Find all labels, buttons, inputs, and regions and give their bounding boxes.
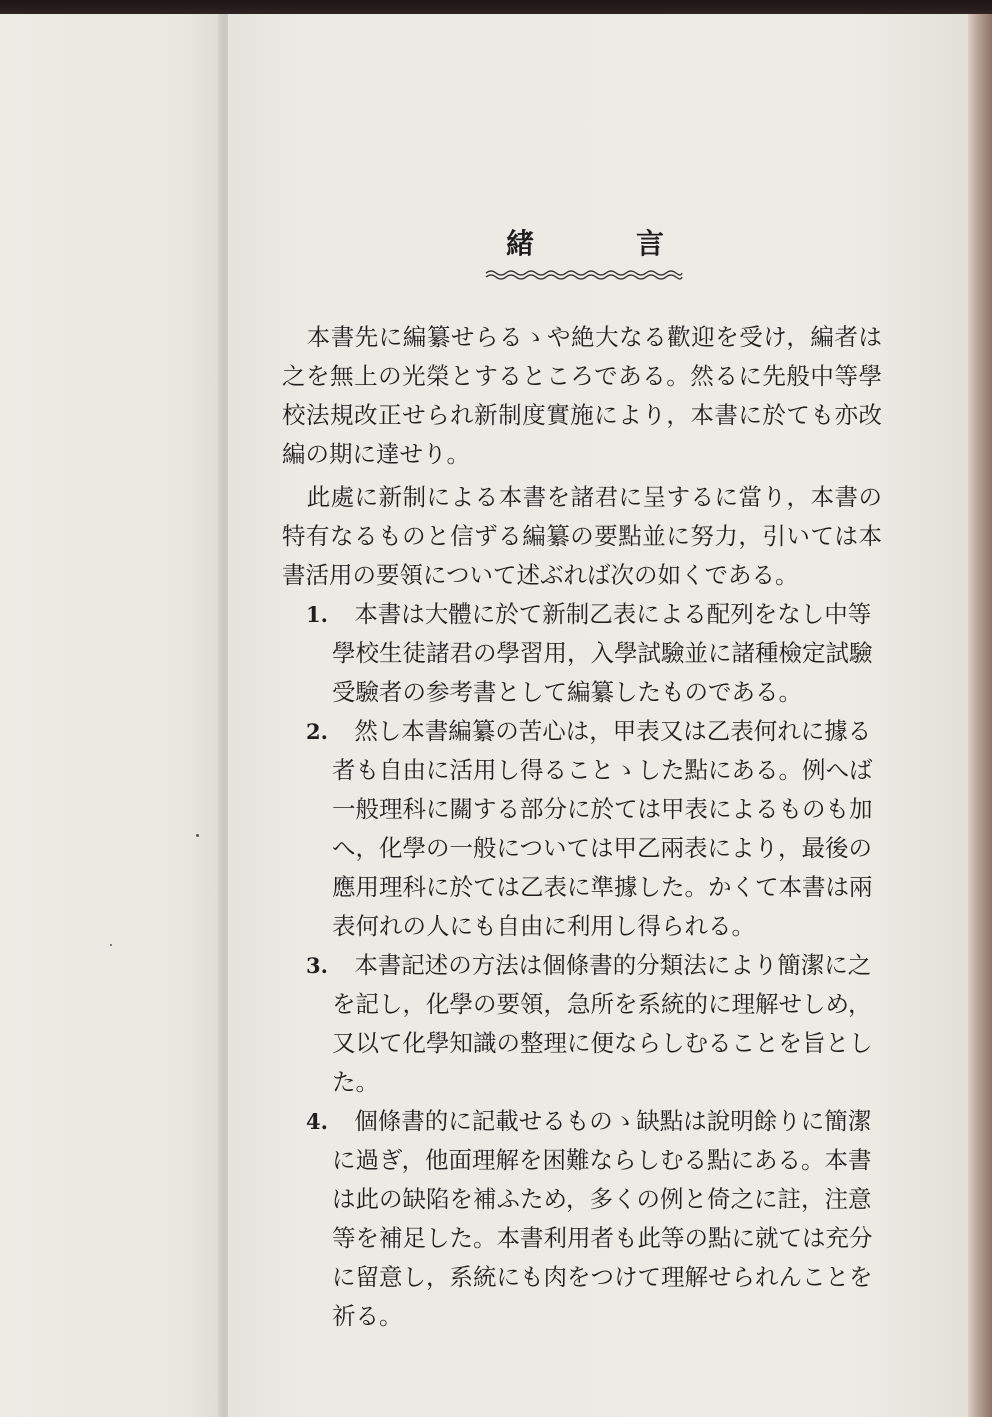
list-item — [282, 1102, 882, 1336]
item-text: 本書記述の方法は個條書的分類法により簡潔に之を記し，化學の要領，急所を系統的に理解せしめ，又以て化學知識の整理に便ならしむることを旨とした。 — [332, 951, 873, 1096]
list-item — [282, 712, 882, 946]
paragraph: 本書先に編纂せらるゝや絶大なる歡迎を受け，編者は之を無上の光榮とするところである。然るに先般中等學校法規改正せられ新制度實施により，本書に於ても亦改編の期に達せり。 — [282, 323, 882, 468]
paragraph: 此處に新制による本書を諸君に呈するに當り，本書の特有なるものと信ずる編纂の要點並に努力，引いては本書活用の要領について述ぶれば次の如くである。 — [282, 483, 882, 589]
left-blank-page — [0, 14, 226, 1417]
paper-speck — [110, 944, 112, 946]
item-text: 本書は大體に於て新制乙表による配列をなし中等學校生徒諸君の學習用，入學試驗並に諸種檢定試驗受驗者の参考書として編纂したものである。 — [332, 600, 873, 706]
item-number: 3. — [306, 953, 328, 978]
item-text: 然し本書編纂の苦心は，甲表又は乙表何れに據る者も自由に活用し得ることゝした點にある。例へば一般理科に關する部分に於ては甲表によるものも加へ，化學の一般については甲乙兩表により，最後の應用理科に於ては乙表に準據した。かくて本書は兩表何れの人にも自由に利用し得られる。 — [332, 717, 873, 940]
list-item — [282, 595, 882, 712]
preface-body — [282, 318, 882, 1336]
list-item — [282, 946, 882, 1102]
item-number: 4. — [306, 1109, 328, 1134]
heading-char: 緒 — [506, 227, 535, 260]
item-number: 1. — [306, 602, 328, 627]
cover-right-edge — [968, 14, 992, 1417]
heading-char: 言 — [635, 227, 664, 260]
page-heading — [480, 222, 690, 262]
heading-wavy-underline — [484, 268, 684, 282]
item-number: 2. — [306, 719, 328, 744]
paper-speck — [196, 834, 199, 837]
item-text: 個條書的に記載せるものゝ缺點は說明餘りに簡潔に過ぎ，他面理解を困難ならしむる點にある。本書は此の缺陷を補ふため，多くの例と倚之に註，注意等を補足した。本書利用者も此等の點に就ては充分に留意し，系統にも肉をつけて理解せられんことを祈る。 — [332, 1107, 873, 1330]
